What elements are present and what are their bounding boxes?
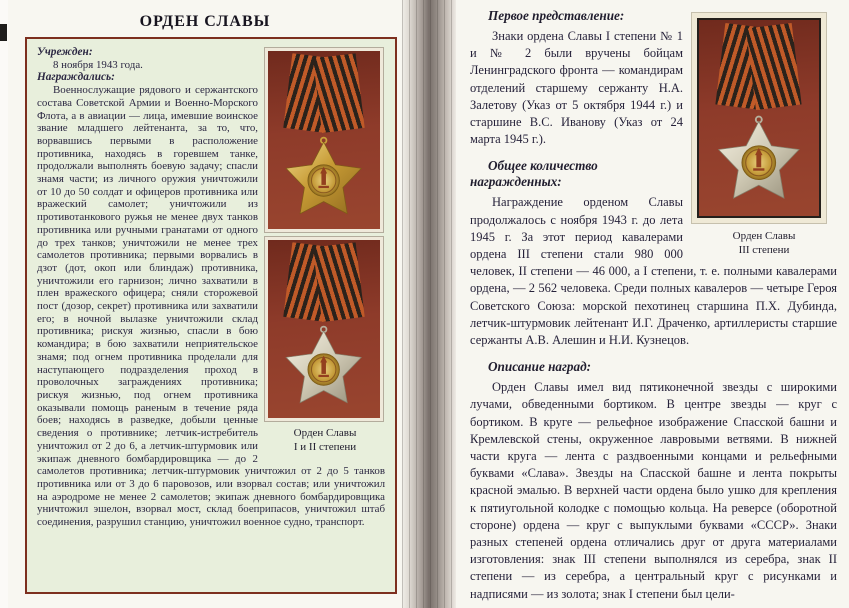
medal-caption xyxy=(691,230,837,257)
medal-figure-3rd xyxy=(691,12,837,257)
book-spine-gutter xyxy=(402,0,456,608)
medal-photo-1st-degree xyxy=(265,48,383,232)
order-star-silver-icon xyxy=(712,106,806,212)
st-george-ribbon-icon xyxy=(285,58,363,133)
order-star-silver-icon xyxy=(280,318,367,414)
st-george-ribbon-icon xyxy=(285,247,363,322)
awarded-text: Военнослужащие рядового и сержантского состава Советской Армии и Военно-Морского Флота, а в авиации — лица, имевшие воинское звание младшего лейтенанта, за то, что, ворвавшись первыми в расположение противника, находясь в горевшем танке, продолжали выполнять боевую задачу; спасли знамя части; из личного оружия уничтожили от 10 до 50 солдат и офицеров противника или вражеский самолет; уничтожили из противотанкового ружья не менее двух танков противника или ручными гранатами от одного до трех танков; уничтожили не менее трех самолетов противника; первыми ворвались в дзот (дот, окоп или блиндаж) противника, уничтожили его гарнизон; лично захватили в плен вражеского офицера; сняли сторожевой пост (дозор, секрет) противника или захватили его; в ночной вылазке уничтожили склад противника; рискуя жизнью, спасли в бою командира; в бою захватили неприятельское знамя; под огнем противника проделали для наступающего подразделения проход в проволочных заграждениях противника; рискуя жизнью, под огнем противника оказывали помощь раненым в течение ряда боев; находясь в разведке, добыли ценные сведения о противнике; летчик-истребитель уничтожил от 2 до 6, а летчик-штурмовик или экипаж дневного бомбардировщика — до 2 самолетов противника; летчик-штурмовик уничтожил от 2 до 5 танков противника или от 3 до 6 паровозов, или взорвал состав; или уничтожил на аэродроме не менее 2 самолетов; экипаж дневного бомбардировщика уничтожил эшелон, взорвал мост, склад боеприпасов, уничтожил штаб соединения, разрушил станцию, уничтожил военное судно, транспорт. xyxy=(37,84,385,529)
medal-figure-1st-2nd xyxy=(265,48,385,454)
caption-line: III степени xyxy=(738,243,790,256)
right-page xyxy=(456,0,849,608)
caption-line: I и II степени xyxy=(293,440,357,453)
established-label: Учрежден: xyxy=(37,46,93,58)
section-text-description: Орден Славы имел вид пятиконечной звезды с широкими лучами, обведенными бортиком. В центре звезды — круг с бортиком. В круге — рельефное изображение Спасской башни и Кремлевской стены, окруженное лавровыми ветвями. В нижней части круга — лента с раздвоенными концами и рельефными буквами «Слава». Звезды на Спасской башне и лента покрыты красной эмалью. В верхней части ордена было ушко для крепления к пятиугольной колодке с помощью кольца. На реверсе (оборотной стороне) ордена — круг с выпуклыми буквами «СССР». Знаки разных степеней ордена отличались друг от друга материалами изготовления: знак III степени выполнялся из серебра, знак II степени — из серебра, а центральный круг с рисунками и надписями — из золота; знак I степени был цели- xyxy=(470,380,837,601)
section-heading-first-presentation: Первое представление: xyxy=(488,8,625,23)
order-star-gold-icon xyxy=(280,129,367,225)
section-heading-description: Описание наград: xyxy=(488,359,592,375)
section-heading-total-awarded: Общее количество награжденных: xyxy=(470,158,598,190)
caption-line: Орден Славы xyxy=(732,230,796,242)
medal-photo-3rd-degree xyxy=(697,18,821,218)
left-page xyxy=(8,0,402,608)
awarded-label: Награждались: xyxy=(37,71,115,84)
st-george-ribbon-icon xyxy=(717,28,801,110)
caption-line: Орден Славы xyxy=(293,427,357,439)
scan-edge-mark xyxy=(0,24,7,41)
medal-photo-frame xyxy=(691,12,827,224)
award-info-box xyxy=(25,37,397,594)
medal-photo-2nd-degree xyxy=(265,237,383,421)
section-text-first-presentation: Знаки ордена Славы I степени № 1 и № 2 были вручены бойцам Ленинградского фронта — командирам отделений старшему сержанту Н.А. Залетову (Указ от 5 октября 1944 г.) и старшине В.С. Иванову (Указ от 24 марта 1945 г.). xyxy=(470,29,683,147)
medal-caption xyxy=(265,427,385,454)
page-title: ОРДЕН СЛАВЫ xyxy=(139,13,271,30)
section-text-total-awarded: Награждение орденом Славы продолжалось с ноября 1943 г. до лета 1945 г. За этот период кавалерами ордена III степени стали 980 000 человек, II степени — 46 000, а I степени, т. е. полными кавалерами ордена, — 2 562 человека. Среди полных кавалеров — четыре Героя Советского Союза: морской пехотинец старшина П.Х. Дубинда, летчик-штурмовик лейтенант И.Г. Драченко, артиллеристы старшие сержанты А.В. Алешин и Н.И. Кузнецов. xyxy=(470,195,837,348)
established-value: 8 ноября 1943 года. xyxy=(53,58,143,71)
